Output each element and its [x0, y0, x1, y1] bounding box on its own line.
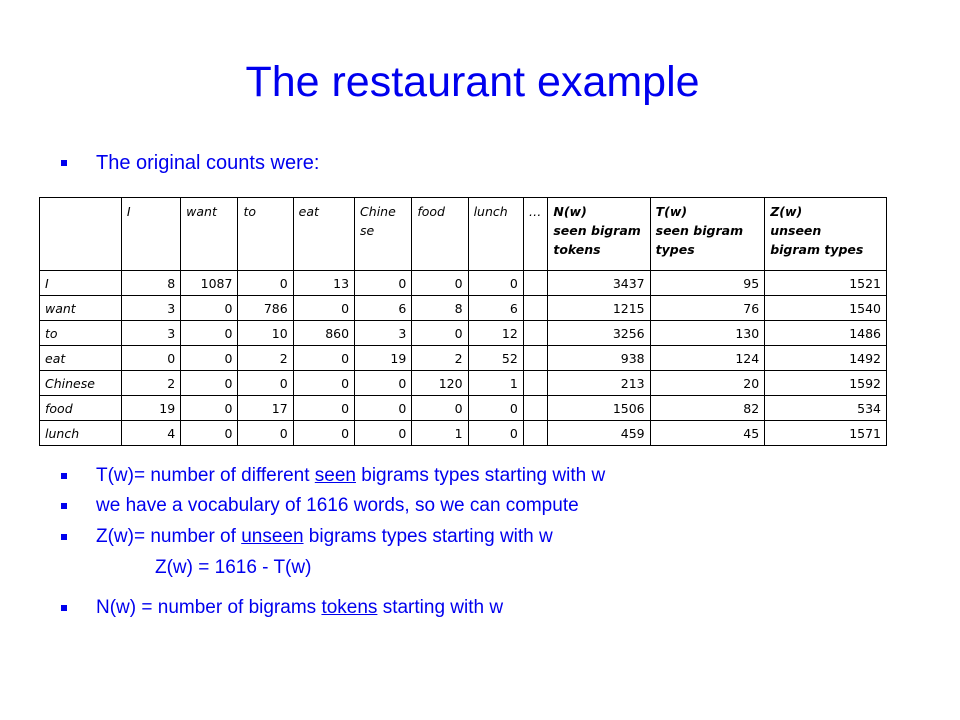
table-row: [40, 271, 887, 296]
table-cell: 0: [468, 421, 523, 446]
table-cell: [523, 371, 548, 396]
table-cell: 1540: [765, 296, 887, 321]
bullet-square-icon: [61, 534, 67, 540]
table-cell: 20: [650, 371, 765, 396]
seen-word: seen: [314, 465, 356, 486]
bullet-square-icon: [61, 160, 67, 166]
table-header-row: [40, 198, 887, 271]
table-cell: 0: [293, 396, 354, 421]
table-cell: 0: [181, 421, 238, 446]
table-header-cell: to: [238, 198, 293, 271]
table-header-cell: Z(w) unseen bigram types: [765, 198, 887, 271]
bullet-square-icon: [61, 605, 67, 611]
row-label: to: [40, 321, 122, 346]
table-row: [40, 296, 887, 321]
table-cell: 1571: [765, 421, 887, 446]
table-cell: 1521: [765, 271, 887, 296]
table-cell: 0: [355, 421, 412, 446]
table-cell: 0: [355, 396, 412, 421]
bullet-intro: [96, 152, 319, 175]
table-cell: 3: [121, 321, 180, 346]
table-cell: [523, 346, 548, 371]
table-cell: 124: [650, 346, 765, 371]
table-cell: 0: [181, 371, 238, 396]
table-cell: 8: [412, 296, 468, 321]
table-cell: 2: [238, 346, 293, 371]
table-cell: 4: [121, 421, 180, 446]
table-cell: 0: [238, 271, 293, 296]
row-label: lunch: [40, 421, 122, 446]
table-cell: 6: [355, 296, 412, 321]
table-cell: 2: [121, 371, 180, 396]
row-label: Chinese: [40, 371, 122, 396]
table-cell: 8: [121, 271, 180, 296]
table-cell: 17: [238, 396, 293, 421]
bullet-zw: Z(w)= number of unseen bigrams types starting with w: [96, 526, 553, 548]
table-header-cell: lunch: [468, 198, 523, 271]
table-cell: 3437: [548, 271, 650, 296]
table-cell: 130: [650, 321, 765, 346]
table-header-cell: N(w) seen bigram tokens: [548, 198, 650, 271]
table-header-cell: food: [412, 198, 468, 271]
bullet-intro-text: The original counts were:: [96, 152, 320, 174]
table-cell: 1592: [765, 371, 887, 396]
table-cell: 0: [181, 346, 238, 371]
table-cell: 534: [765, 396, 887, 421]
table-cell: 120: [412, 371, 468, 396]
table-cell: 52: [468, 346, 523, 371]
table-cell: 0: [293, 346, 354, 371]
table-cell: 0: [121, 346, 180, 371]
table-cell: 1492: [765, 346, 887, 371]
bullet-square-icon: [61, 503, 67, 509]
table-row: [40, 321, 887, 346]
table-cell: 0: [181, 296, 238, 321]
table-cell: 0: [181, 396, 238, 421]
table-header-cell: …: [523, 198, 548, 271]
table-cell: 1506: [548, 396, 650, 421]
table-row: [40, 346, 887, 371]
table-cell: [523, 271, 548, 296]
table-cell: 3256: [548, 321, 650, 346]
table-cell: 1486: [765, 321, 887, 346]
unseen-word: unseen: [241, 526, 304, 547]
table-cell: 0: [355, 271, 412, 296]
formula-zw: Z(w) = 1616 - T(w): [155, 557, 312, 578]
table-row: [40, 396, 887, 421]
table-cell: [523, 396, 548, 421]
table-cell: 19: [355, 346, 412, 371]
table-cell: 1215: [548, 296, 650, 321]
table-cell: 10: [238, 321, 293, 346]
table-header-cell: I: [121, 198, 180, 271]
table-cell: 459: [548, 421, 650, 446]
table-cell: 1: [412, 421, 468, 446]
row-label: eat: [40, 346, 122, 371]
table-cell: 0: [468, 271, 523, 296]
row-label: food: [40, 396, 122, 421]
table-cell: 1: [468, 371, 523, 396]
slide-title: The restaurant example: [245, 58, 700, 106]
counts-table: [39, 197, 887, 446]
table-cell: 938: [548, 346, 650, 371]
tokens-word: tokens: [321, 597, 378, 618]
table-cell: 6: [468, 296, 523, 321]
table-cell: 0: [355, 371, 412, 396]
row-label: I: [40, 271, 122, 296]
table-cell: 82: [650, 396, 765, 421]
bullet-nw: N(w) = number of bigrams tokens starting with w: [96, 597, 503, 619]
table-cell: 3: [121, 296, 180, 321]
table-cell: 0: [412, 321, 468, 346]
table-cell: [523, 296, 548, 321]
table-header-cell: want: [181, 198, 238, 271]
table-cell: 213: [548, 371, 650, 396]
row-label: want: [40, 296, 122, 321]
table-cell: 0: [238, 371, 293, 396]
table-header-cell: T(w) seen bigram types: [650, 198, 765, 271]
table-cell: 0: [468, 396, 523, 421]
table-cell: 1087: [181, 271, 238, 296]
table-cell: 12: [468, 321, 523, 346]
table-row: [40, 421, 887, 446]
table-cell: 0: [293, 296, 354, 321]
table-header-cell: [40, 198, 122, 271]
table-cell: 0: [412, 271, 468, 296]
bullet-square-icon: [61, 473, 67, 479]
table-header-cell: eat: [293, 198, 354, 271]
table-cell: 0: [181, 321, 238, 346]
table-cell: 860: [293, 321, 354, 346]
table-cell: 0: [293, 421, 354, 446]
table-cell: 2: [412, 346, 468, 371]
table-cell: 76: [650, 296, 765, 321]
table-cell: 19: [121, 396, 180, 421]
table-row: [40, 371, 887, 396]
table-cell: 0: [412, 396, 468, 421]
table-header-cell: Chine se: [355, 198, 412, 271]
table-cell: 45: [650, 421, 765, 446]
table-cell: 3: [355, 321, 412, 346]
bullet-vocab: we have a vocabulary of 1616 words, so we can compute: [96, 495, 579, 517]
table-cell: 786: [238, 296, 293, 321]
bullet-tw: T(w)= number of different seen bigrams types starting with w: [96, 465, 605, 487]
table-cell: [523, 421, 548, 446]
table-cell: [523, 321, 548, 346]
table-cell: 0: [238, 421, 293, 446]
table-cell: 95: [650, 271, 765, 296]
table-cell: 0: [293, 371, 354, 396]
table-cell: 13: [293, 271, 354, 296]
